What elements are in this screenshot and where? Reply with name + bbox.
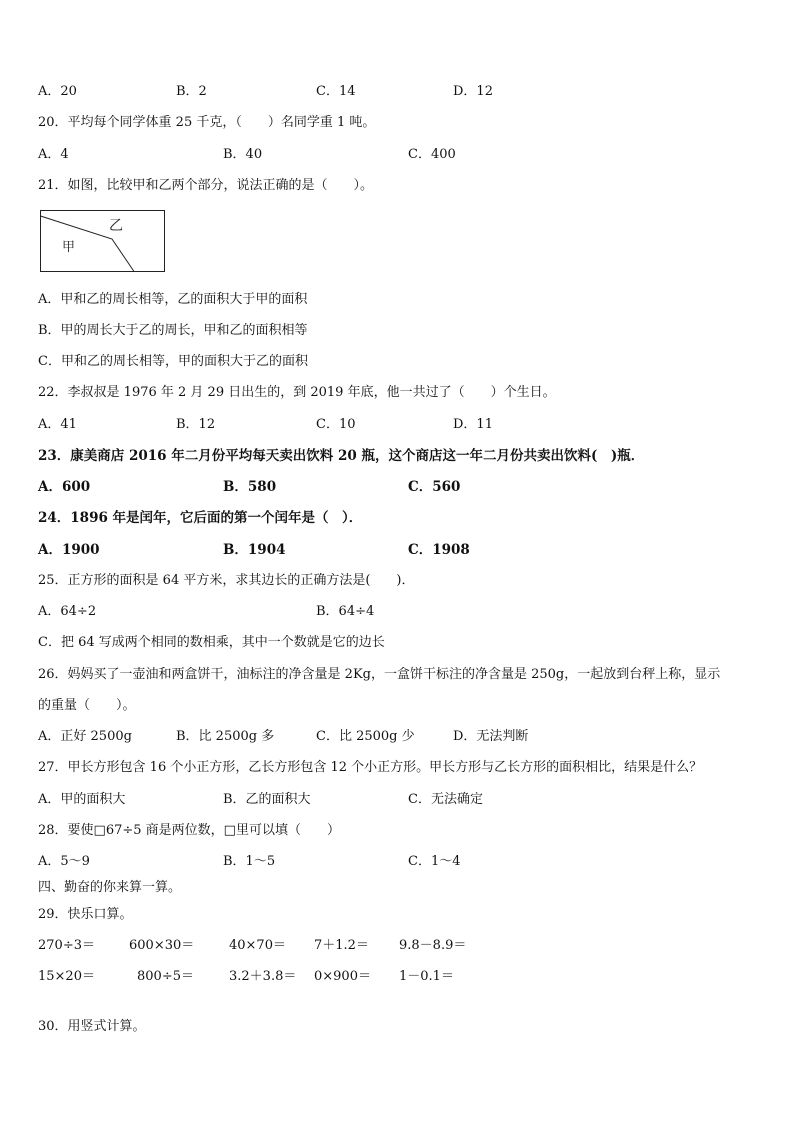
- q21-option-c: C．甲和乙的周长相等，甲的面积大于乙的面积: [38, 354, 308, 369]
- q23-option-c: C．560: [408, 479, 461, 495]
- calc-item: 15×20＝: [38, 969, 95, 984]
- q26-stem-line2: 的重量（ ）。: [38, 698, 136, 713]
- figure-label-yi: 乙: [109, 218, 123, 234]
- q27-stem: 27．甲长方形包含 16 个小正方形，乙长方形包含 12 个小正方形。甲长方形与乙长方形的面积相比，结果是什么？: [38, 760, 703, 775]
- q20-stem: 20．平均每个同学体重 25 千克，（ ）名同学重 1 吨。: [38, 115, 376, 130]
- calc-item: 600×30＝: [129, 938, 195, 953]
- calc-item: 270÷3＝: [38, 938, 95, 953]
- q24-stem: 24．1896 年是闰年，它后面的第一个闰年是（ ）．: [38, 510, 363, 526]
- q20-option-b: B．40: [223, 147, 263, 162]
- q24-option-c: C．1908: [408, 542, 470, 558]
- q26-option-d: D．无法判断: [453, 729, 529, 744]
- q22-option-b: B．12: [176, 417, 216, 432]
- q24-option-a: A．1900: [38, 542, 100, 558]
- q21-option-a: A．甲和乙的周长相等，乙的面积大于甲的面积: [38, 292, 308, 307]
- q19-option-b: B．2: [176, 84, 207, 99]
- calc-item: 0×900＝: [314, 969, 371, 984]
- figure-label-jia: 甲: [62, 240, 76, 255]
- q27-option-a: A．甲的面积大: [38, 792, 126, 807]
- calc-item: 1－0.1＝: [399, 969, 454, 984]
- q21-option-b: B．甲的周长大于乙的周长，甲和乙的面积相等: [38, 323, 308, 338]
- q22-option-d: D．11: [453, 417, 493, 432]
- q22-stem: 22．李叔叔是 1976 年 2 月 29 日出生的，到 2019 年底，他一共过了（ ）个生日。: [38, 385, 556, 400]
- calc-item: 40×70＝: [229, 938, 286, 953]
- q23-option-a: A．600: [38, 479, 91, 495]
- q19-option-d: D．12: [453, 84, 493, 99]
- q21-stem: 21．如图，比较甲和乙两个部分，说法正确的是（ ）。: [38, 178, 374, 193]
- q23-stem: 23．康美商店 2016 年二月份平均每天卖出饮料 20 瓶，这个商店这一年二月份共卖出饮料( )瓶．: [38, 448, 645, 464]
- q28-option-b: B．1～5: [223, 854, 276, 869]
- calc-item: 9.8－8.9＝: [399, 938, 467, 953]
- q28-option-a: A．5～9: [38, 854, 90, 869]
- q19-option-c: C．14: [316, 84, 356, 99]
- q29-stem: 29．快乐口算。: [38, 907, 133, 922]
- calc-item: 800÷5＝: [137, 969, 194, 984]
- q26-option-b: B．比 2500g 多: [176, 729, 275, 744]
- q28-option-c: C．1～4: [408, 854, 461, 869]
- q23-option-b: B．580: [223, 479, 277, 495]
- q26-stem-line1: 26．妈妈买了一壶油和两盒饼干，油标注的净含量是 2Kg，一盒饼干标注的净含量是 250g，一起放到台秤上称，显示: [38, 667, 721, 682]
- calc-item: 3.2＋3.8＝: [229, 969, 297, 984]
- q20-option-c: C．400: [408, 147, 456, 162]
- q22-option-c: C．10: [316, 417, 356, 432]
- q27-option-c: C．无法确定: [408, 792, 483, 807]
- q21-figure: [40, 210, 165, 272]
- q25-option-a: A．64÷2: [38, 604, 97, 619]
- calc-item: 7＋1.2＝: [314, 938, 369, 953]
- q22-option-a: A．41: [38, 417, 77, 432]
- q25-option-c: C．把 64 写成两个相同的数相乘，其中一个数就是它的边长: [38, 635, 385, 650]
- q28-stem: 28．要使□67÷5 商是两位数，□里可以填（ ）: [38, 823, 340, 838]
- q30-stem: 30．用竖式计算。: [38, 1019, 146, 1034]
- q24-option-b: B．1904: [223, 542, 286, 558]
- q26-option-c: C．比 2500g 少: [316, 729, 415, 744]
- figure-rectangle: [41, 211, 165, 272]
- section-heading: 四、勤奋的你来算一算。: [38, 880, 182, 895]
- q20-option-a: A．4: [38, 147, 69, 162]
- q25-stem: 25．正方形的面积是 64 平方米，求其边长的正确方法是( )．: [38, 573, 415, 588]
- q27-option-b: B．乙的面积大: [223, 792, 311, 807]
- q26-option-a: A．正好 2500g: [38, 729, 132, 744]
- q25-option-b: B．64÷4: [316, 604, 375, 619]
- q19-option-a: A．20: [38, 84, 77, 99]
